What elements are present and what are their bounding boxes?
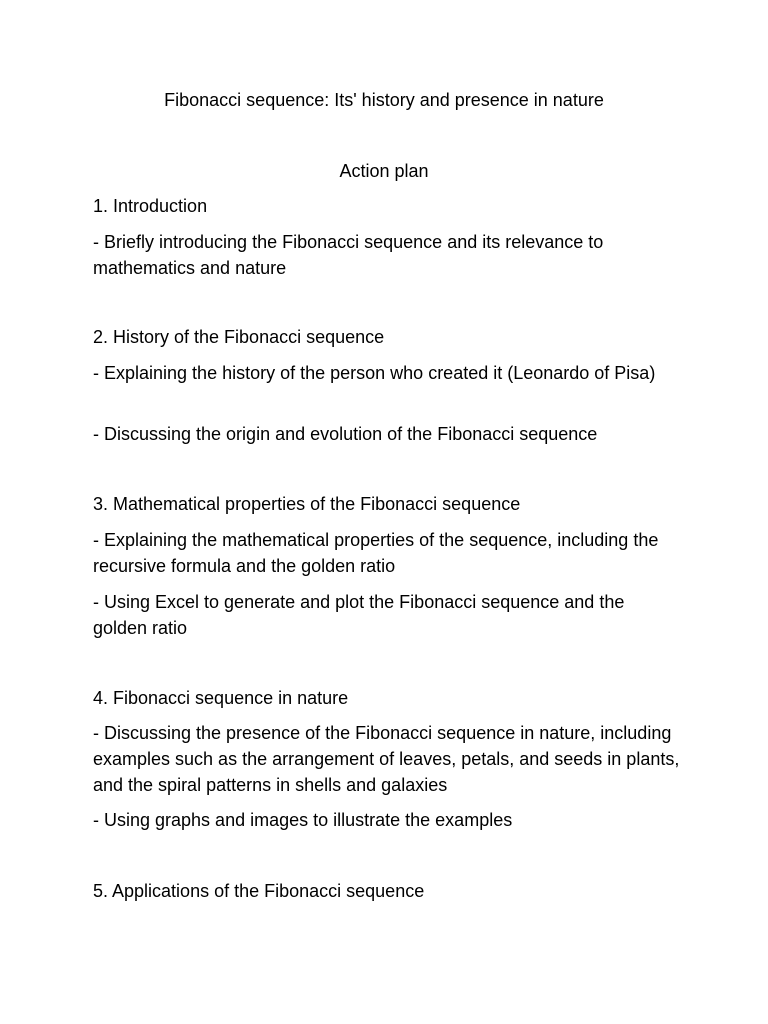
section-heading-mathematical-properties: 3. Mathematical properties of the Fibonacci sequence bbox=[93, 494, 521, 514]
section-heading-nature: 4. Fibonacci sequence in nature bbox=[93, 688, 349, 708]
section-heading-applications: 5. Applications of the Fibonacci sequence bbox=[93, 881, 425, 901]
bullet-history-person: - Explaining the history of the person who created it (Leonardo of Pisa) bbox=[93, 363, 656, 383]
document-title: Fibonacci sequence: Its' history and presence in nature bbox=[164, 90, 604, 110]
bullet-excel: - Using Excel to generate and plot the Fibonacci sequence and the golden ratio bbox=[93, 592, 625, 638]
bullet-history-origin: - Discussing the origin and evolution of the Fibonacci sequence bbox=[93, 424, 598, 444]
bullet-nature-examples: - Discussing the presence of the Fibonacci sequence in nature, including examples such as the arrangement of leaves, petals, and seeds in plants, and the spiral patterns in shells and galaxies bbox=[93, 723, 680, 795]
document-subtitle: Action plan bbox=[339, 161, 429, 181]
section-heading-history: 2. History of the Fibonacci sequence bbox=[93, 327, 385, 347]
bullet-mathematical-properties: - Explaining the mathematical properties of the sequence, including the recursive formula and the golden ratio bbox=[93, 530, 659, 576]
bullet-graphs-images: - Using graphs and images to illustrate the examples bbox=[93, 810, 513, 830]
bullet-introduction: - Briefly introducing the Fibonacci sequence and its relevance to mathematics and nature bbox=[93, 232, 604, 278]
section-heading-introduction: 1. Introduction bbox=[93, 196, 208, 216]
